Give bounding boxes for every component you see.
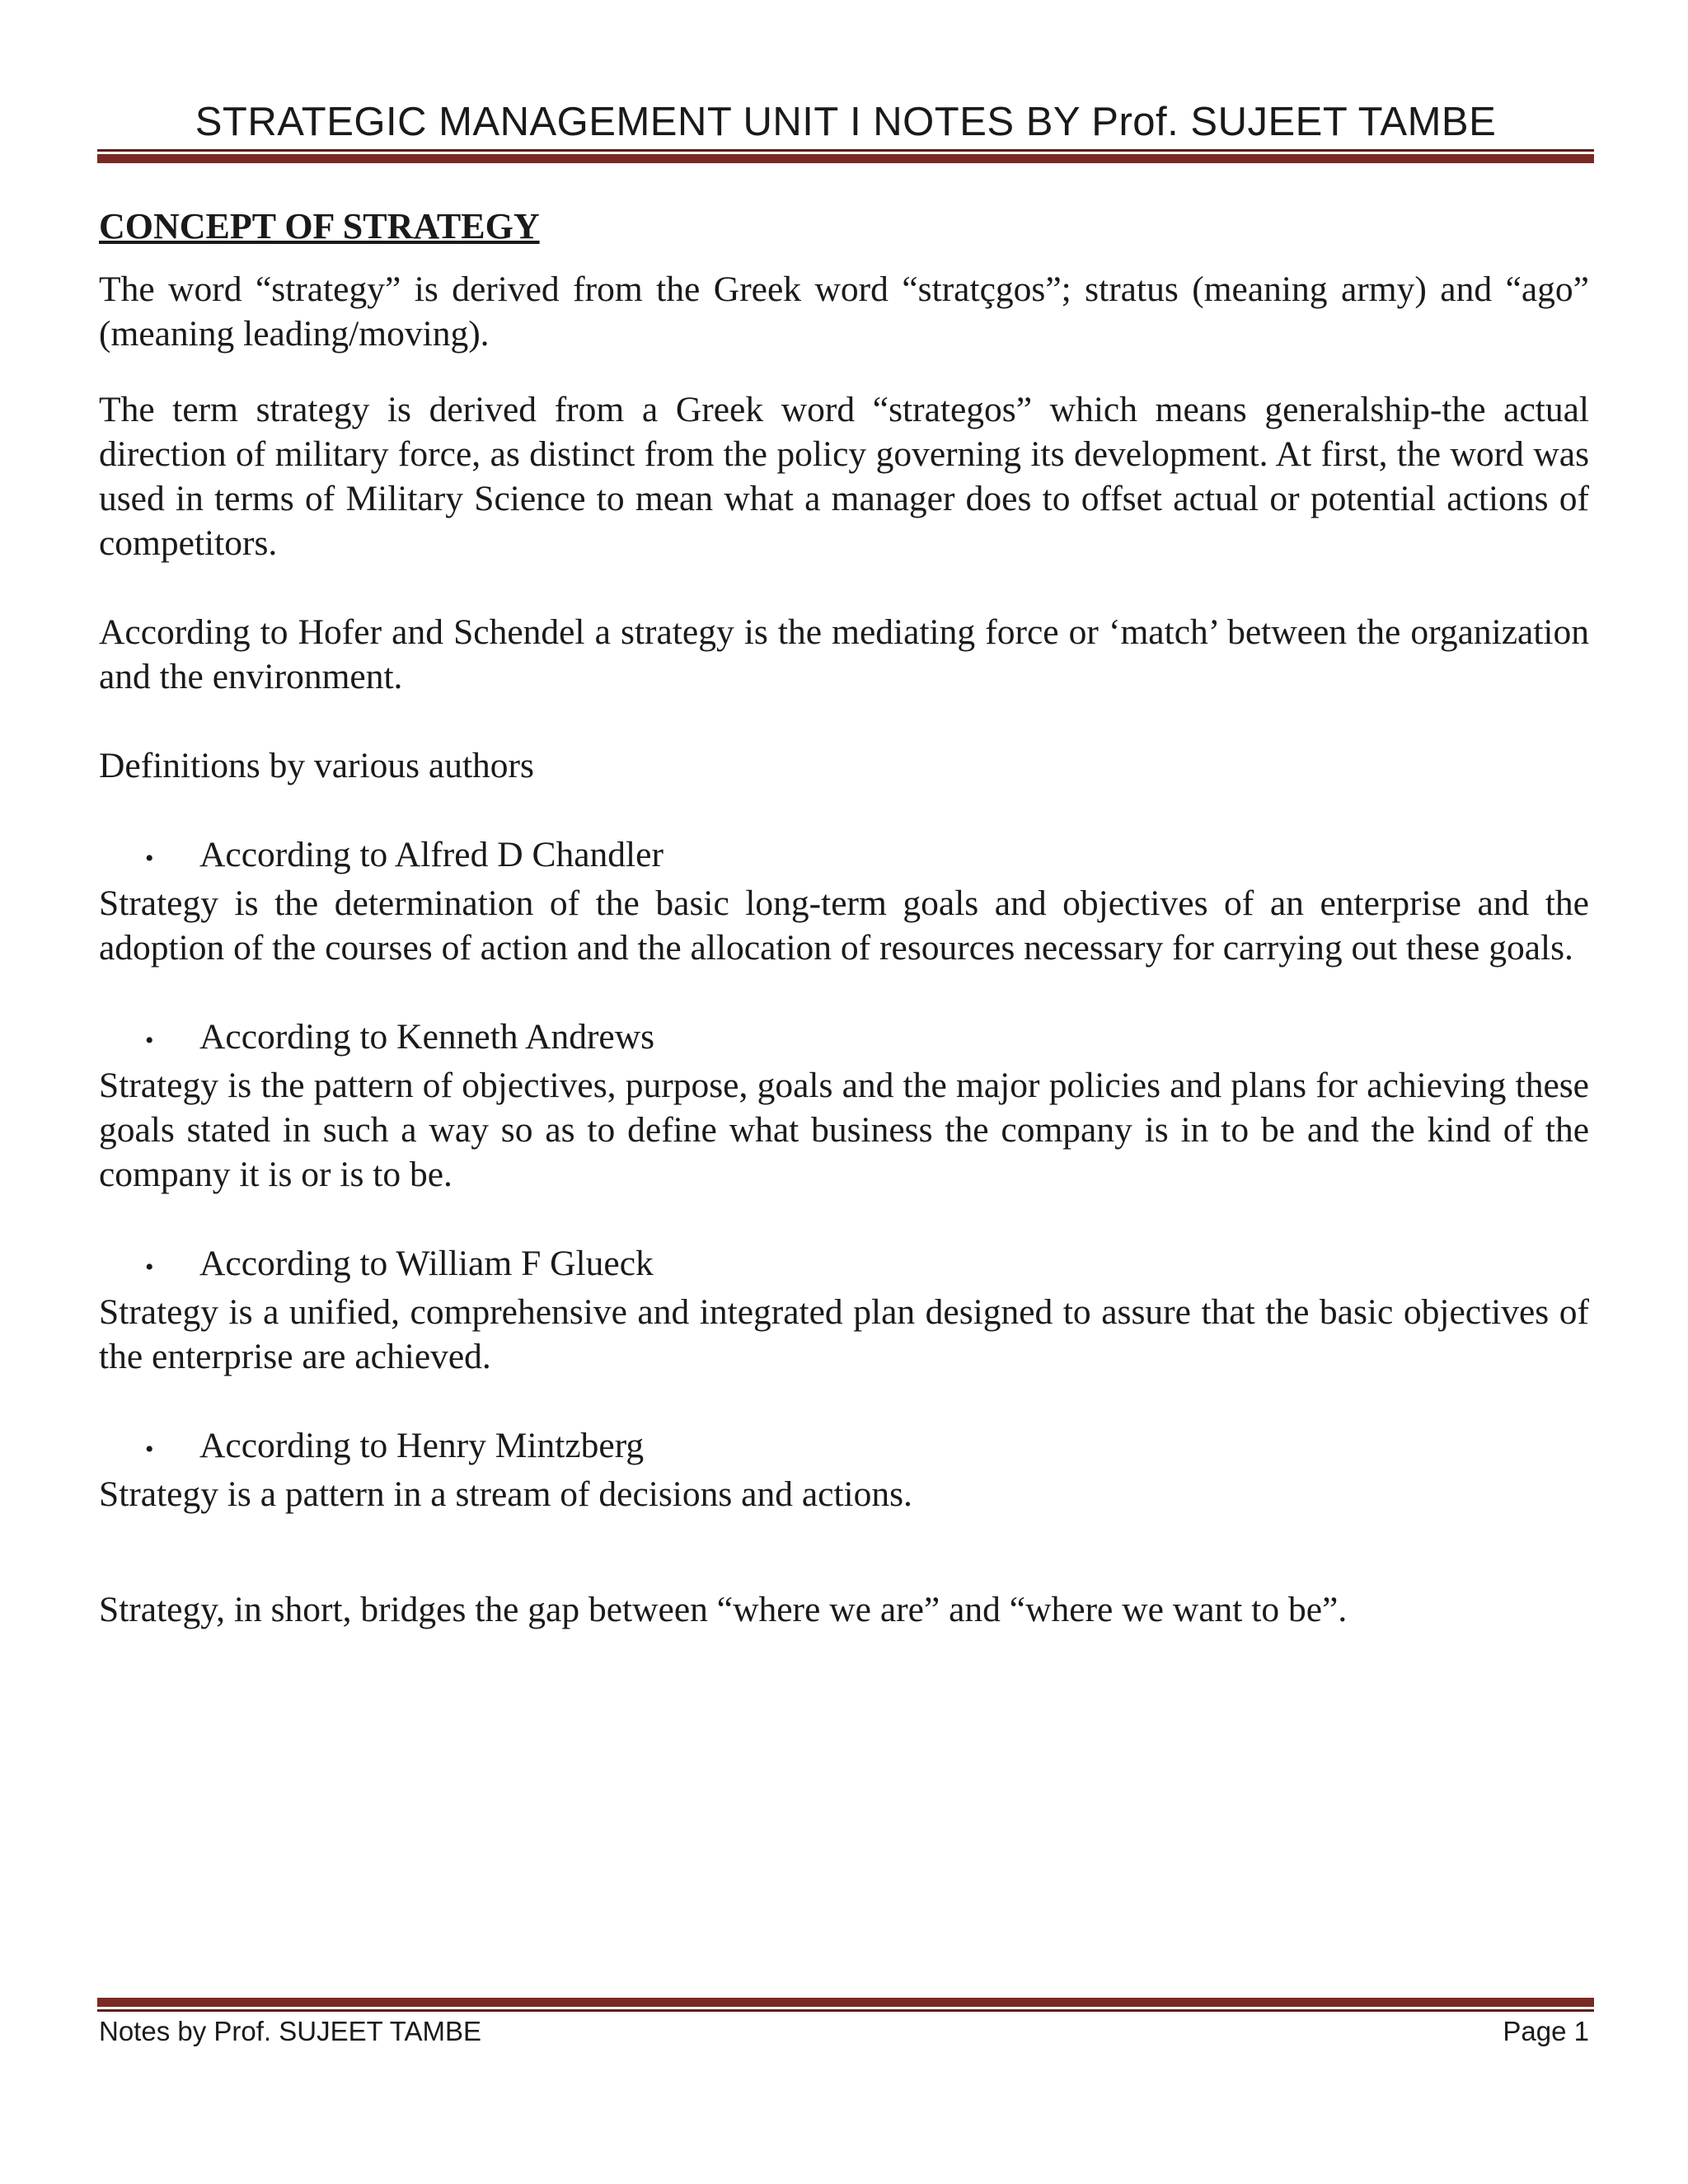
bullet-item: [99, 1015, 1589, 1063]
definition-text: Strategy is the determination of the basic long-term goals and objectives of an enterprise and the adoption of the courses of action and the allocation of resources necessary for carrying out these goals.: [99, 883, 1589, 968]
definition-author: According to Kenneth Andrews: [199, 1017, 655, 1057]
definition-item: [99, 832, 1589, 970]
paragraph-strategos: The term strategy is derived from a Greek word “strategos” which means generalship-the actual direction of military force, as distinct from the policy governing its development. At first, the word was used in terms of Military Science to mean what a manager does to offset actual or potential actions of competitors.: [99, 390, 1589, 563]
footer-rule-thin: [97, 2009, 1594, 2012]
document-body: [99, 198, 1589, 1632]
bullet-item: [99, 1423, 1589, 1472]
bullet-item: [99, 1241, 1589, 1290]
bullet-icon: •: [145, 1436, 154, 1463]
footer-author: Notes by Prof. SUJEET TAMBE: [99, 2016, 481, 2046]
footer-rule-thick: [97, 1998, 1594, 2007]
page-number: Page 1: [1503, 2016, 1589, 2046]
definitions-intro: Definitions by various authors: [99, 746, 534, 785]
bullet-icon: •: [145, 845, 154, 872]
paragraph-hofer-schendel: According to Hofer and Schendel a strategy is the mediating force or ‘match’ between the organization and the environment.: [99, 612, 1589, 696]
definition-author: According to Alfred D Chandler: [199, 835, 663, 874]
definition-text: Strategy is a unified, comprehensive and integrated plan designed to assure that the basic objectives of the enterprise are achieved.: [99, 1292, 1589, 1376]
header-rule-thin: [97, 149, 1594, 152]
page-header-title: STRATEGIC MANAGEMENT UNIT I NOTES BY Prof. SUJEET TAMBE: [195, 100, 1497, 144]
definition-text: Strategy is the pattern of objectives, purpose, goals and the major policies and plans for achieving these goals stated in such a way so as to define what business the company is in to be and the kind of the company it is or is to be.: [99, 1066, 1589, 1194]
definition-author: According to William F Glueck: [199, 1244, 654, 1283]
bullet-icon: •: [145, 1027, 154, 1054]
header-rule-thick: [97, 154, 1594, 163]
definition-author: According to Henry Mintzberg: [199, 1426, 645, 1465]
definition-item: [99, 1015, 1589, 1197]
definition-text: Strategy is a pattern in a stream of decisions and actions.: [99, 1474, 912, 1514]
definition-item: [99, 1241, 1589, 1379]
bullet-icon: •: [145, 1254, 154, 1281]
definition-item: [99, 1423, 1589, 1516]
bullet-item: [99, 832, 1589, 881]
paragraph-etymology: The word “strategy” is derived from the Greek word “stratçgos”; stratus (meaning army) and “ago” (meaning leading/moving).: [99, 269, 1589, 354]
summary-paragraph: Strategy, in short, bridges the gap between “where we are” and “where we want to be”.: [99, 1590, 1348, 1629]
section-heading: CONCEPT OF STRATEGY: [99, 206, 540, 246]
